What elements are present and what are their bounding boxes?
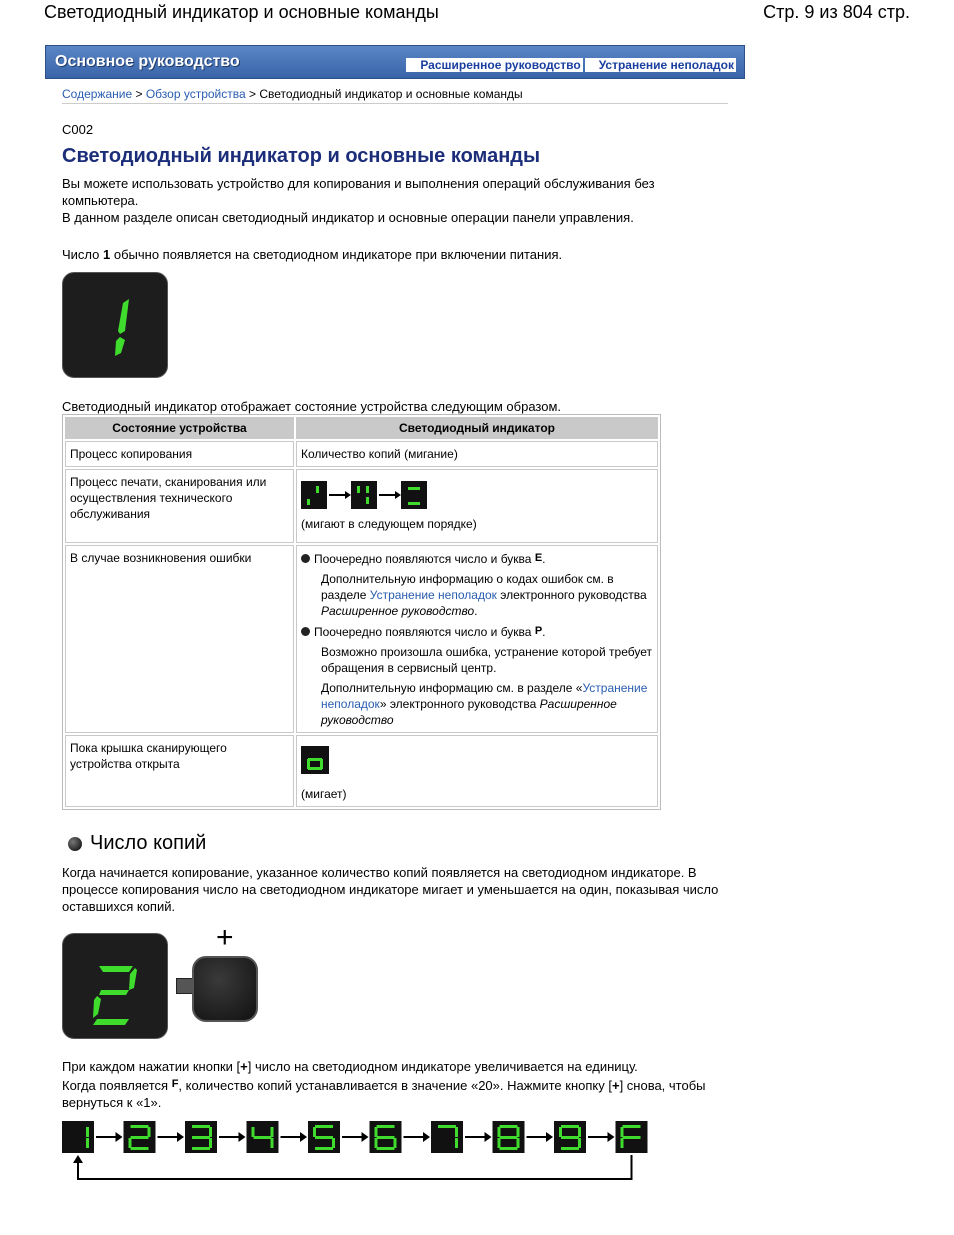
breadcrumb	[62, 87, 523, 101]
led-segment	[254, 1136, 272, 1139]
page-code: C002	[62, 122, 94, 137]
led-segment	[375, 1127, 378, 1137]
arrow-head	[485, 1132, 492, 1142]
return-loop-line	[78, 1155, 632, 1179]
arrow-head	[116, 1132, 123, 1142]
led-segment	[561, 1136, 579, 1139]
sequence-digit-9	[554, 1121, 586, 1153]
arrow-head	[608, 1132, 615, 1142]
led-segment	[561, 1147, 579, 1150]
intro-paragraph-1: Вы можете использовать устройство для копирования и выполнения операций обслуживания без компьютера.	[62, 176, 655, 208]
led-printing-sequence	[296, 469, 658, 543]
sequence-digit-5	[308, 1121, 340, 1153]
text: Когда появляется	[62, 1078, 172, 1093]
status-table	[62, 414, 661, 810]
led-segment	[131, 1147, 149, 1150]
sequence-diagram	[62, 1121, 662, 1185]
bullet-icon	[68, 837, 82, 851]
sequence-digit-1	[62, 1121, 94, 1153]
sequence-digit-7	[431, 1121, 463, 1153]
led-segment	[315, 1147, 333, 1150]
troubleshooting-inline-link[interactable]: Устранение неполадок	[369, 588, 497, 602]
plus-label: +	[216, 921, 234, 954]
table-row	[65, 441, 658, 467]
led-segment	[517, 1138, 520, 1148]
return-arrow-head	[73, 1155, 83, 1163]
error-e-details: Дополнительную информацию о кодах ошибок см. в разделе Устранение неполадок электронного руководства Расширенное руководство.	[321, 572, 647, 618]
breadcrumb-contents[interactable]: Содержание	[62, 87, 133, 101]
text: Поочередно появляются число и буква	[314, 625, 532, 639]
text: обычно появляется на светодиодном индикаторе при включении питания.	[110, 247, 563, 262]
led-segment	[148, 1127, 151, 1137]
led-segment	[332, 1138, 335, 1148]
breadcrumb-separator: >	[249, 87, 257, 101]
led-segment	[315, 1125, 333, 1128]
breadcrumb-separator: >	[135, 87, 143, 101]
arrow-head	[300, 1132, 307, 1142]
led-segment	[192, 1125, 210, 1128]
blink-note: (мигает)	[301, 787, 347, 801]
led-segment	[455, 1138, 458, 1148]
breadcrumb-divider	[62, 103, 728, 104]
text: ] число на светодиодном индикаторе увеличивается на единицу.	[247, 1059, 638, 1074]
led-segment	[86, 1138, 89, 1148]
section-heading	[68, 832, 206, 855]
led-cover-open	[296, 735, 658, 807]
led-segment	[129, 1138, 132, 1148]
error-bullet-e: Поочередно появляются число и буква E.	[301, 550, 653, 567]
led-segment	[561, 1125, 579, 1128]
sequence-digit-2	[124, 1121, 156, 1153]
led-segment	[578, 1127, 581, 1137]
manual-banner	[45, 45, 745, 79]
led-segment	[623, 1136, 641, 1139]
led-segment	[209, 1127, 212, 1137]
led-lowercase-o-icon	[301, 746, 331, 776]
bullet-icon	[301, 554, 310, 563]
plus-symbol: +	[240, 1059, 248, 1074]
led-segment	[623, 1125, 641, 1128]
led-segment	[315, 1136, 333, 1139]
led-segment	[377, 1136, 395, 1139]
state-copying: Процесс копирования	[65, 441, 294, 467]
led-segment	[86, 1127, 89, 1137]
table-row	[65, 469, 658, 543]
troubleshooting-inline-link[interactable]: Устранение неполадок	[321, 681, 648, 711]
led-sequence	[301, 480, 653, 510]
led-segment	[559, 1127, 562, 1137]
led-segment	[131, 1125, 149, 1128]
bullet-icon	[301, 627, 310, 636]
led-segment	[394, 1138, 397, 1148]
text: ] снова, чтобы вернуться к «1».	[62, 1078, 706, 1110]
led-segment	[455, 1127, 458, 1137]
advanced-guide-ref: Расширенное руководство	[321, 604, 475, 618]
led-segment	[578, 1138, 581, 1148]
led-segment	[271, 1138, 274, 1148]
table-intro: Светодиодный индикатор отображает состояние устройства следующим образом.	[62, 399, 562, 414]
plus-button-illustration	[176, 921, 258, 1024]
advanced-guide-label: Расширенное руководство	[420, 58, 581, 72]
error-bullet-p: Поочередно появляются число и буква P.	[301, 623, 653, 640]
led-copying: Количество копий (мигание)	[296, 441, 658, 467]
led-segment	[500, 1147, 518, 1150]
advanced-guide-link[interactable]	[406, 58, 582, 72]
text: » электронного руководства	[379, 697, 537, 711]
banner-title: Основное руководство	[55, 53, 240, 70]
digit-one: 1	[103, 247, 111, 262]
text: электронного руководства	[496, 588, 647, 602]
sequence-digit-f	[616, 1121, 648, 1153]
led-segment	[438, 1125, 456, 1128]
troubleshooting-link[interactable]	[585, 58, 736, 72]
link-square-icon	[408, 60, 418, 70]
led-box	[62, 1121, 94, 1153]
error-p-more	[301, 680, 653, 728]
blink-sequence-icon	[301, 480, 431, 510]
section-heading-text: Число копий	[90, 832, 207, 854]
letter-p: P	[534, 625, 543, 637]
text: Дополнительную информацию см. в разделе «	[321, 681, 583, 695]
intro-paragraph-2: В данном разделе описан светодиодный индикатор и основные операции панели управления.	[62, 210, 634, 225]
text: Поочередно появляются число и буква	[314, 552, 532, 566]
text: При каждом нажатии кнопки [	[62, 1059, 241, 1074]
arrow-head	[362, 1132, 369, 1142]
led-segment	[500, 1125, 518, 1128]
led-segment	[498, 1138, 501, 1148]
text: , количество копий устанавливается в значение «20». Нажмите кнопку [	[178, 1078, 612, 1093]
led-segment	[500, 1136, 518, 1139]
text: Дополнительную информацию о кодах ошибок см. в разделе	[321, 572, 614, 602]
led-display-copies	[62, 933, 168, 1039]
error-p-details: Возможно произошла ошибка, устранение которой требует обращения в сервисный центр.	[321, 645, 652, 675]
led-segment	[621, 1127, 624, 1137]
led-segment	[131, 1136, 149, 1139]
breadcrumb-device-overview[interactable]: Обзор устройства	[145, 87, 246, 101]
page-number: Стр. 9 из 804 стр.	[763, 2, 910, 22]
sequence-digit-3	[185, 1121, 217, 1153]
copies-paragraph: Когда начинается копирование, указанное количество копий появляется на светодиодном индикаторе. В процессе копирования число на светодиодном индикаторе мигает и уменьшается на один, показывая число оставшихся копий.	[62, 865, 719, 914]
led-display-power-on	[62, 272, 168, 378]
troubleshooting-label: Устранение неполадок	[598, 58, 734, 72]
led-segment	[271, 1127, 274, 1137]
sequence-digit-8	[493, 1121, 525, 1153]
sequence-digit-6	[370, 1121, 402, 1153]
led-segment	[209, 1138, 212, 1148]
led-segment	[192, 1136, 210, 1139]
led-segment	[192, 1147, 210, 1150]
led-segment	[621, 1138, 624, 1148]
banner-links	[406, 58, 736, 72]
led-segment	[517, 1127, 520, 1137]
breadcrumb-current: Светодиодный индикатор и основные команды	[259, 87, 523, 101]
link-square-icon	[587, 60, 597, 70]
letter-f: F	[171, 1078, 179, 1090]
led-segment	[252, 1127, 255, 1137]
state-cover-open: Пока крышка сканирующего устройства открыта	[65, 735, 294, 807]
state-printing: Процесс печати, сканирования или осуществления технического обслуживания	[65, 469, 294, 543]
led-segment	[375, 1138, 378, 1148]
arrow-head	[546, 1132, 553, 1142]
col-device-state: Состояние устройства	[65, 417, 294, 439]
led-segment	[377, 1147, 395, 1150]
arrow-head	[239, 1132, 246, 1142]
led-digit-one-icon	[63, 273, 169, 379]
letter-e: E	[534, 552, 543, 564]
arrow-head	[177, 1132, 184, 1142]
led-digit-two-icon	[63, 934, 169, 1040]
led-segment	[498, 1127, 501, 1137]
led-segment	[313, 1127, 316, 1137]
document-header-title: Светодиодный индикатор и основные команды	[44, 2, 439, 22]
table-row	[65, 735, 658, 807]
table-row	[65, 545, 658, 733]
led-segment	[377, 1125, 395, 1128]
blink-note: (мигают в следующем порядке)	[301, 517, 477, 531]
sequence-digit-4	[247, 1121, 279, 1153]
state-error: В случае возникновения ошибки	[65, 545, 294, 733]
plus-button[interactable]	[192, 956, 258, 1022]
col-led-indicator: Светодиодный индикатор	[296, 417, 658, 439]
intro-paragraph-3	[62, 246, 742, 263]
arrow-head	[423, 1132, 430, 1142]
plus-paragraph-2	[62, 1076, 732, 1111]
plus-paragraph-1	[62, 1058, 732, 1075]
text: Число	[62, 247, 103, 262]
plus-symbol: +	[611, 1078, 620, 1093]
advanced-guide-ref: Расширенное руководство	[321, 697, 617, 727]
led-error	[296, 545, 658, 733]
copies-sequence	[62, 1121, 662, 1185]
page-title: Светодиодный индикатор и основные команды	[62, 145, 541, 167]
